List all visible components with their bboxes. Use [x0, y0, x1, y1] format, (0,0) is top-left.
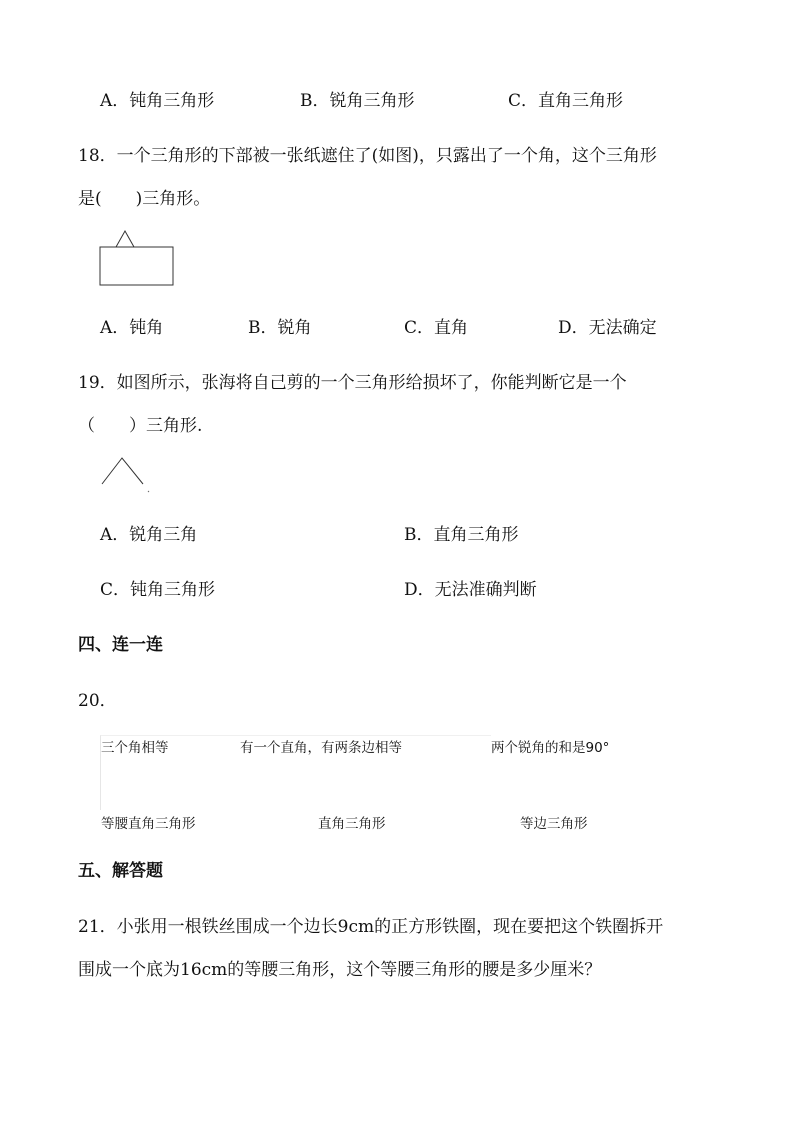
q18-option-b[interactable]: B．锐角: [248, 318, 312, 338]
q18-question-line1: 18．一个三角形的下部被一张纸遮住了(如图)，只露出了一个角，这个三角形: [78, 146, 657, 166]
q19-question-line1: 19．如图所示，张海将自己剪的一个三角形给损坏了，你能判断它是一个: [78, 373, 627, 393]
q19-option-b[interactable]: B．直角三角形: [404, 525, 519, 545]
q18-exposed-angle: [116, 231, 134, 247]
q17-option-c[interactable]: C．直角三角形: [508, 91, 624, 111]
q19-option-a[interactable]: A．锐角三角: [100, 525, 198, 545]
q17-option-b[interactable]: B．锐角三角形: [300, 91, 415, 111]
q20-property-2[interactable]: 有一个直角，有两条边相等: [240, 740, 402, 756]
q20-property-1[interactable]: 三个角相等: [101, 740, 169, 756]
q21-question-line1: 21．小张用一根铁丝围成一个边长9cm的正方形铁圈，现在要把这个铁圈拆开: [78, 917, 664, 937]
q18-option-d[interactable]: D．无法确定: [558, 318, 657, 338]
q19-remaining-angle: [102, 458, 143, 484]
section-5-heading: 五、解答题: [78, 861, 163, 881]
q20-triangle-type-1[interactable]: 等腰直角三角形: [101, 816, 196, 832]
q21-question-line2: 围成一个底为16cm的等腰三角形，这个等腰三角形的腰是多少厘米？: [78, 960, 602, 980]
section-4-heading: 四、连一连: [78, 635, 163, 655]
q20-triangle-type-2[interactable]: 直角三角形: [318, 816, 386, 832]
q18-figure-covered-triangle: [98, 228, 178, 288]
q20-triangle-type-3[interactable]: 等边三角形: [520, 816, 588, 832]
q18-covering-paper: [100, 247, 173, 285]
q18-option-c[interactable]: C．直角: [404, 318, 469, 338]
q18-question-line2: 是( )三角形。: [78, 189, 211, 209]
q19-option-c[interactable]: C．钝角三角形: [100, 580, 216, 600]
q17-option-a[interactable]: A．钝角三角形: [100, 91, 215, 111]
q18-option-a[interactable]: A．钝角: [100, 318, 164, 338]
q19-option-d[interactable]: D．无法准确判断: [404, 580, 537, 600]
q19-question-line2: （ ）三角形.: [78, 416, 203, 436]
q19-figure-broken-triangle: [100, 455, 160, 500]
q20-property-3[interactable]: 两个锐角的和是90°: [491, 740, 610, 756]
q20-number: 20．: [78, 691, 117, 711]
